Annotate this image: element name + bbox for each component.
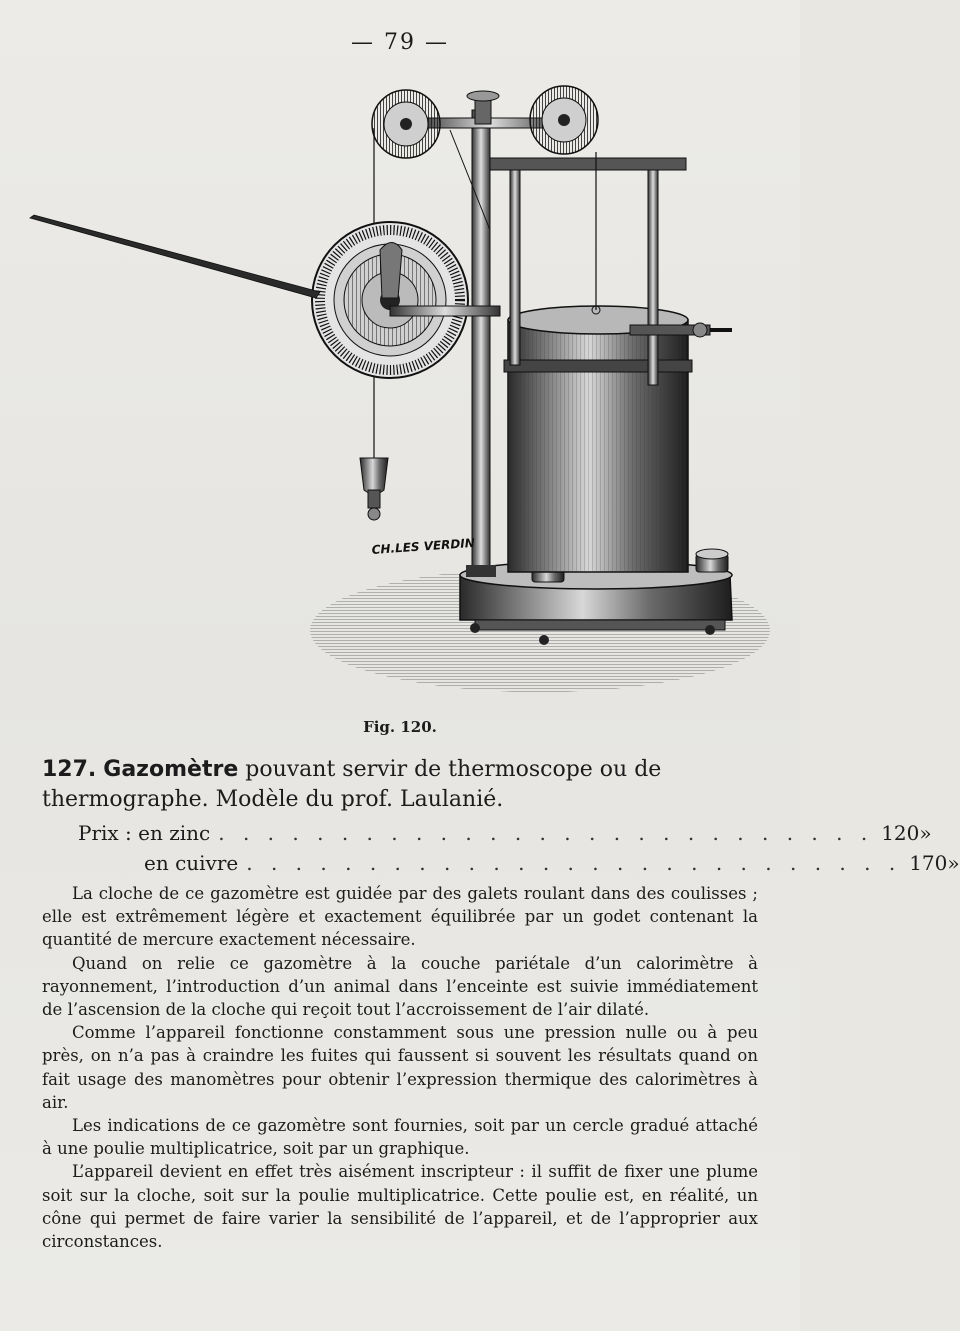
- price-label: en cuivre: [144, 851, 239, 875]
- leader-dots: . . . . . . . . . . . . . . . . . . . . . . . . . . .: [218, 821, 874, 845]
- entry-number: 127.: [42, 757, 97, 782]
- paragraph: Quand on relie ce gazomètre à la couche pariétale d’un calorimètre à rayonnement, l’introduction d’un animal dans l’enceinte est suivie immédiatement de l’ascension de la cloche qui reçoit tout l’accroissement de l’air dilaté.: [42, 953, 758, 1020]
- paragraph: La cloche de ce gazomètre est guidée par des galets roulant dans des coulisses ; elle est extrêmement légère et exactement équilibrée par un godet contenant la quantité de mercure exactement nécessaire.: [42, 884, 758, 950]
- leader-dots: . . . . . . . . . . . . . . . . . . . . . . . . . . .: [246, 851, 902, 875]
- mercury-counterweight: [360, 435, 388, 520]
- paragraph: Les indications de ce gazomètre sont fournies, soit par un cercle gradué attaché à une poulie multiplicatrice, soit par un graphique.: [42, 1116, 758, 1159]
- entry-title-rest: pouvant servir de thermoscope ou de thermographe. Modèle du prof. Laulanié.: [42, 757, 662, 812]
- engraver-signature: CH.LES VERDIN: [371, 535, 476, 557]
- figure-caption: Fig. 120.: [363, 718, 437, 736]
- top-pulley-left: [372, 90, 440, 158]
- long-pointer: [30, 215, 320, 298]
- paragraph: Comme l’appareil fonctionne constamment sous une pression nulle ou à peu près, on n’a pas à craindre les fuites qui faussent si souvent les résultats quand on fait usage des manomètres pour obtenir l’expression thermique des calorimètres à air.: [42, 1023, 758, 1112]
- price-unit: »: [919, 821, 932, 845]
- top-pulley-right: [530, 86, 598, 154]
- price-value: 120: [881, 821, 920, 845]
- description-text: [42, 882, 758, 1253]
- price-list: [78, 818, 960, 878]
- paragraph: L’appareil devient en effet très aisément inscripteur : il suffit de fixer une plume soit sur la cloche, soit sur la poulie multiplicatrice. Cette poulie est, en réalité, un cône qui permet de faire varier la sensibilité de l’appareil, et de l’approprier aux circonstances.: [42, 1162, 758, 1252]
- graduated-dial: [312, 222, 468, 378]
- price-row-zinc: [78, 818, 932, 848]
- entry-title: Gazomètre: [103, 757, 239, 782]
- gazometer-illustration: [20, 70, 780, 710]
- gazometer-bell: [504, 306, 692, 572]
- leveling-screw-right: [696, 549, 728, 572]
- price-row-copper: [78, 848, 960, 878]
- price-unit: »: [947, 851, 960, 875]
- page-number: — 79 —: [351, 30, 449, 55]
- entry-heading: [42, 755, 762, 815]
- dial-axle: [390, 306, 500, 316]
- price-value: 170: [909, 851, 948, 875]
- price-label: Prix : en zinc: [78, 821, 211, 845]
